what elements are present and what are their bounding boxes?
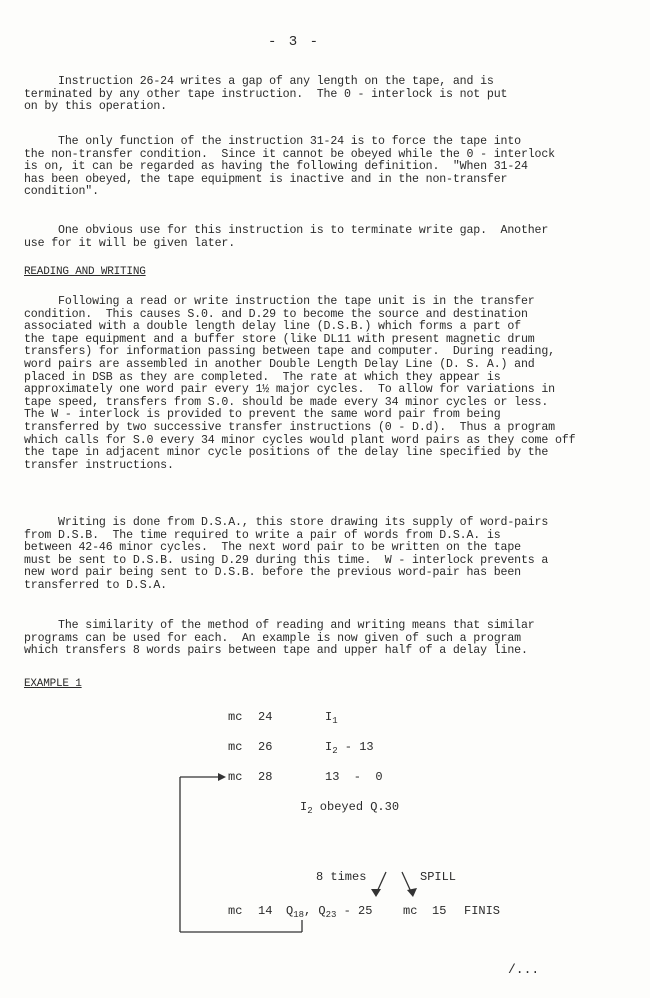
branch-label-times: 8 times (316, 870, 367, 884)
program-obeyed: $I_2$ obeyed Q.30 (300, 800, 400, 816)
branch-arrowhead-times (371, 889, 381, 897)
program-addr-2: 26 (258, 740, 273, 754)
program-arg-4: $Q_{18}$, $Q_{23} - 25$ (286, 904, 373, 920)
paragraph-instruction-31-24: The only function of the instruction 31-24 is to force the tape into the non-transfer condition. Since it cannot be obeyed while the 0 - interlock is on, it can be regarded as having the following definition. "When 31-24 has been obeyed, the tape equipment is inactive and in the non-transfer condition". (24, 135, 555, 199)
program-arg-3: 13 - 0 (325, 770, 383, 784)
program-addr-5: 15 (432, 904, 447, 918)
page-number: - 3 - (268, 34, 321, 50)
heading-reading-writing: READING AND WRITING (24, 266, 146, 278)
program-arg-1: $I_1$ (325, 710, 338, 726)
program-op-3: mc (228, 770, 243, 784)
heading-example-1: EXAMPLE 1 (24, 678, 82, 690)
loop-arrowhead (218, 773, 226, 781)
paragraph-obvious-use: One obvious use for this instruction is to terminate write gap. Another use for it will be given later. (24, 224, 549, 250)
paragraph-writing: Writing is done from D.S.A., this store drawing its supply of word-pairs from D.S.B. The time required to write a pair of words from D.S.A. is between 42-46 minor cycles. The next word pair to be written on the tape must be sent to D.S.B. using D.29 during this time. W - interlock prevents a new word pair being sent to D.S.B. before the previous word-pair has been transferred to D.S.A. (24, 516, 549, 592)
paragraph-write-gap: Instruction 26-24 writes a gap of any length on the tape, and is terminated by any other tape instruction. The 0 - interlock is not put on by this operation. (24, 75, 508, 114)
program-op-4: mc (228, 904, 243, 918)
program-addr-1: 24 (258, 710, 273, 724)
paragraph-reading: Following a read or write instruction the tape unit is in the transfer condition. This causes S.0. and D.29 to become the source and destination associated with a double length delay line (D.S.B.) which forms a part of the tape equipment and a buffer store (like DL11 with present magnetic drum transfers) for information passing between tape and computer. During reading, word pairs are assembled in another Double Length Delay Line (D. S. A.) and placed in DSB as they are completed. The rate at which they appear is approximately one word pair every 1½ major cycles. To allow for variations in tape speed, transfers from S.0. should be made every 34 minor cycles or less. The W - interlock is provided to prevent the same word pair from being transferred by two successive transfer instructions (0 - D.d). Thus a program which calls for S.0 every 34 minor cycles would plant word pairs as they come off the tape in adjacent minor cycle positions of the delay line specified by the transfer instructions. (24, 295, 576, 472)
branch-arrowhead-spill (407, 888, 417, 897)
branch-label-spill: SPILL (420, 870, 457, 884)
program-end: FINIS (464, 904, 501, 918)
program-op-2: mc (228, 740, 243, 754)
paragraph-similarity: The similarity of the method of reading and writing means that similar programs can be used for each. An example is now given of such a program which transfers 8 words pairs between tape and upper half of a delay line. (24, 619, 535, 658)
continuation-mark: /... (508, 962, 540, 977)
program-addr-4: 14 (258, 904, 273, 918)
program-arg-2: $I_2 - 13$ (325, 740, 374, 756)
program-op-5: mc (403, 904, 418, 918)
program-addr-3: 28 (258, 770, 273, 784)
program-op-1: mc (228, 710, 243, 724)
